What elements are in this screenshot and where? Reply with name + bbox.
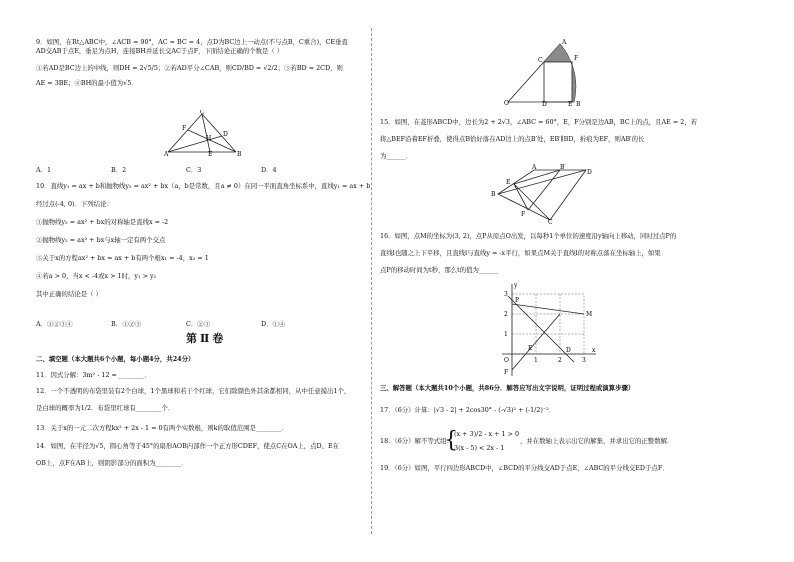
q9-label-F: F xyxy=(182,125,187,132)
question-11: 11．因式分解：3m² - 12 = ________． xyxy=(36,371,151,379)
q9-seg-AC xyxy=(168,114,202,152)
q14-line2: OB上，点F在AB上，则阴影部分的面积为________． xyxy=(36,459,188,467)
q9-label-A: A xyxy=(164,151,169,156)
q10-ask: 其中正确的结论是（ ） xyxy=(36,290,102,298)
q15-label-E: E xyxy=(506,179,511,186)
q16-label-P: P xyxy=(515,297,520,304)
question-13: 13．关于x的一元二次方程kx² + 2x - 1 = 0有两个实数根，则k的取值范围是________． xyxy=(36,424,288,432)
q18-ineq2: 3(x - 5) < 2x - 1 xyxy=(454,444,505,452)
q12-line2: 是白球的概率为1/2．布袋里红球有________个． xyxy=(36,404,175,412)
q15-diagonal-BD xyxy=(498,170,586,194)
q16-line3: 点P的移动时间为t秒，那么t的值为______ xyxy=(380,266,499,274)
question-15 xyxy=(380,118,720,161)
q9-choice-b: B．2 xyxy=(111,166,127,174)
q9-label-D: D xyxy=(223,131,228,138)
q15-label-B-prime: B′ xyxy=(560,164,566,171)
q18-brace: { xyxy=(444,428,458,453)
solve-header: 三、解答题（本大题共10个小题，共86分．解答应写出文字说明，证明过程或演算步骤） xyxy=(380,384,635,392)
q16-label-O: O xyxy=(504,357,509,364)
q14-label-O: O xyxy=(504,100,509,106)
q9-line1: 9．如图，在Rt△ABC中，∠ACB = 90°，AC = BC = 4，点D为BC边上一动点(不与点B，C重合)，CE垂直 xyxy=(36,38,348,46)
question-14 xyxy=(36,442,366,468)
q9-label-H: H xyxy=(206,135,212,142)
q9-choices xyxy=(36,166,366,175)
q12-line1: 12．一个不透明的布袋里装有2个白球，1个黑球和若干个红球，它们除颜色外其余都相同，从中任意摸出1个， xyxy=(36,387,351,395)
q15-label-C: C xyxy=(548,219,553,224)
question-17: 17．（6分）计算：|√3 - 2| + 2cos30° - (-√3)² + (-1/2)⁻²． xyxy=(380,406,556,414)
q18-label: 18．（6分）解不等式组： xyxy=(380,437,453,445)
q16-line-l xyxy=(508,296,574,362)
q9-seg-AD xyxy=(168,136,222,152)
q18-tail: ，并在数轴上表示出它的解集，并求出它的正整数解． xyxy=(520,437,674,445)
q16-label-M: M xyxy=(586,311,593,318)
q10-item3: ③关于x的方程ax² + bx = ax + b有两个根x₁ = -4，x₂ = 1 xyxy=(36,254,209,262)
q10-choice-d: D．①④ xyxy=(261,320,286,328)
q14-label-F: F xyxy=(574,55,579,62)
q10-choice-a: A．①②③④ xyxy=(36,320,73,328)
q16-tick-y1: 1 xyxy=(504,331,508,338)
q9-seg-CB xyxy=(202,114,236,152)
q10-choice-c: C．②③ xyxy=(186,320,211,328)
q9-triangle-figure xyxy=(164,110,244,156)
q10-choices xyxy=(36,320,366,329)
q9-label-C: C xyxy=(200,110,205,116)
q9-label-B: B xyxy=(237,151,242,156)
q9-choice-a: A．1 xyxy=(36,166,52,174)
q16-tick-y2: 2 xyxy=(504,311,508,318)
question-9 xyxy=(36,38,366,88)
q16-label-E: E xyxy=(528,345,533,352)
q10-item2: ②抛物线y₂ = ax² + bx与x轴一定有两个交点 xyxy=(36,236,166,244)
q9-seg-CE xyxy=(202,114,210,152)
q14-square-CDEF xyxy=(544,62,572,102)
q16-tick-x2: 2 xyxy=(558,357,562,364)
q10-line2: 经过点(-4, 0)．下列结论： xyxy=(36,200,113,208)
section-2-title: 第Ⅱ卷 xyxy=(186,332,227,345)
q15-label-F: F xyxy=(521,211,526,218)
q16-seg-PM xyxy=(512,304,584,314)
q14-label-A: A xyxy=(562,39,567,46)
q14-label-E: E xyxy=(568,101,573,106)
q14-shaded-region-top xyxy=(544,44,572,62)
column-divider xyxy=(371,28,372,534)
q15-label-B: B xyxy=(491,191,496,198)
q16-label-x: x xyxy=(592,347,596,354)
q9-line3: ①若AD是BC边上的中线，则DH = 2√5/5；②若AD平分∠CAB，则CD/BD = √2/2；③若BD = 2CD，则 xyxy=(36,64,343,72)
q14-line1: 14．如图，在半径为√5，圆心角等于45°的扇形AOB内部作一个正方形CDEF，使点C在OA上，点D、E在 xyxy=(36,442,340,450)
q15-rhombus-figure xyxy=(490,164,592,224)
q16-label-y: y xyxy=(514,282,518,289)
q14-sector-figure xyxy=(504,38,590,106)
question-19: 19．（6分）如图，平行四边形ABCD中，∠BCD的平分线交AD于点E，∠ABC的平分线交ED于点F． xyxy=(380,464,669,472)
question-16 xyxy=(380,232,720,275)
q16-coordinate-figure xyxy=(498,280,598,378)
q14-label-D: D xyxy=(542,101,547,106)
q15-line2: 将△BEF沿着EF折叠，使得点B恰好落在AD边上的点B′处，EB′∥BD，折痕为EF，则AB′的长 xyxy=(380,135,645,143)
question-18 xyxy=(380,428,720,458)
q10-choice-b: B．①②③ xyxy=(111,320,142,328)
q9-line2: AD交AB于点E，垂足为点H，连接BH并延长交AC于点F，下面结论正确的个数是（ ） xyxy=(36,47,284,55)
q9-seg-BF xyxy=(188,130,236,152)
q15-line1: 15．如图，在菱形ABCD中，边长为2 + 2√3，∠ABC = 60°，E，F分别是边AB，BC上的点，且AE = 2，若 xyxy=(380,118,698,126)
q15-label-D: D xyxy=(587,169,592,176)
q14-label-B: B xyxy=(576,101,581,106)
q16-label-D: D xyxy=(566,347,571,354)
q10-item4: ④若a > 0，当x < -4或x > 1时，y₁ > y₂ xyxy=(36,272,157,280)
q15-seg-EB-prime xyxy=(514,170,560,184)
q14-label-C: C xyxy=(538,57,543,64)
q10-line1: 10．直线y₁ = ax + b和抛物线y₂ = ax² + bx（a，b是常数，且a ≠ 0）在同一平面直角坐标系中，直线y₁ = ax + b xyxy=(36,182,371,190)
q9-line4: AE = 3BE；④BH的最小值为√5． xyxy=(36,79,138,87)
question-10 xyxy=(36,182,371,299)
q16-line2: 直线l也随之上下平移，且直线l与直线y = -x平行，如果点M关于直线l的对称点落在坐标轴上，如果 xyxy=(380,249,661,257)
q18-ineq1: (x + 3)/2 - x + 1 > 0 xyxy=(454,430,520,438)
q9-choice-d: D．4 xyxy=(261,166,277,174)
q15-line3: 为______． xyxy=(380,152,412,160)
fill-in-header: 二、填空题（本大题共6个小题，每小题4分，共24分） xyxy=(36,355,195,363)
q16-line1: 16．如图，点M的坐标为(3, 2)，点P从原点O出发，以每秒1个单位的速度沿y轴向上移动，同时过点P的 xyxy=(380,232,677,240)
q16-label-F: F xyxy=(504,369,509,376)
q16-dashed-outer-rect xyxy=(512,294,584,354)
question-12 xyxy=(36,387,366,413)
q16-tick-x1: 1 xyxy=(534,357,538,364)
q15-seg-FB-prime xyxy=(528,170,560,210)
q15-label-A: A xyxy=(532,164,537,171)
q16-tick-y3: 3 xyxy=(504,291,508,298)
q16-tick-x3: 3 xyxy=(582,357,586,364)
q9-label-E: E xyxy=(208,151,213,156)
q10-item1: ①抛物线y₂ = ax² + bx的对称轴是直线x = -2 xyxy=(36,218,169,226)
q9-choice-c: C．3 xyxy=(186,166,202,174)
